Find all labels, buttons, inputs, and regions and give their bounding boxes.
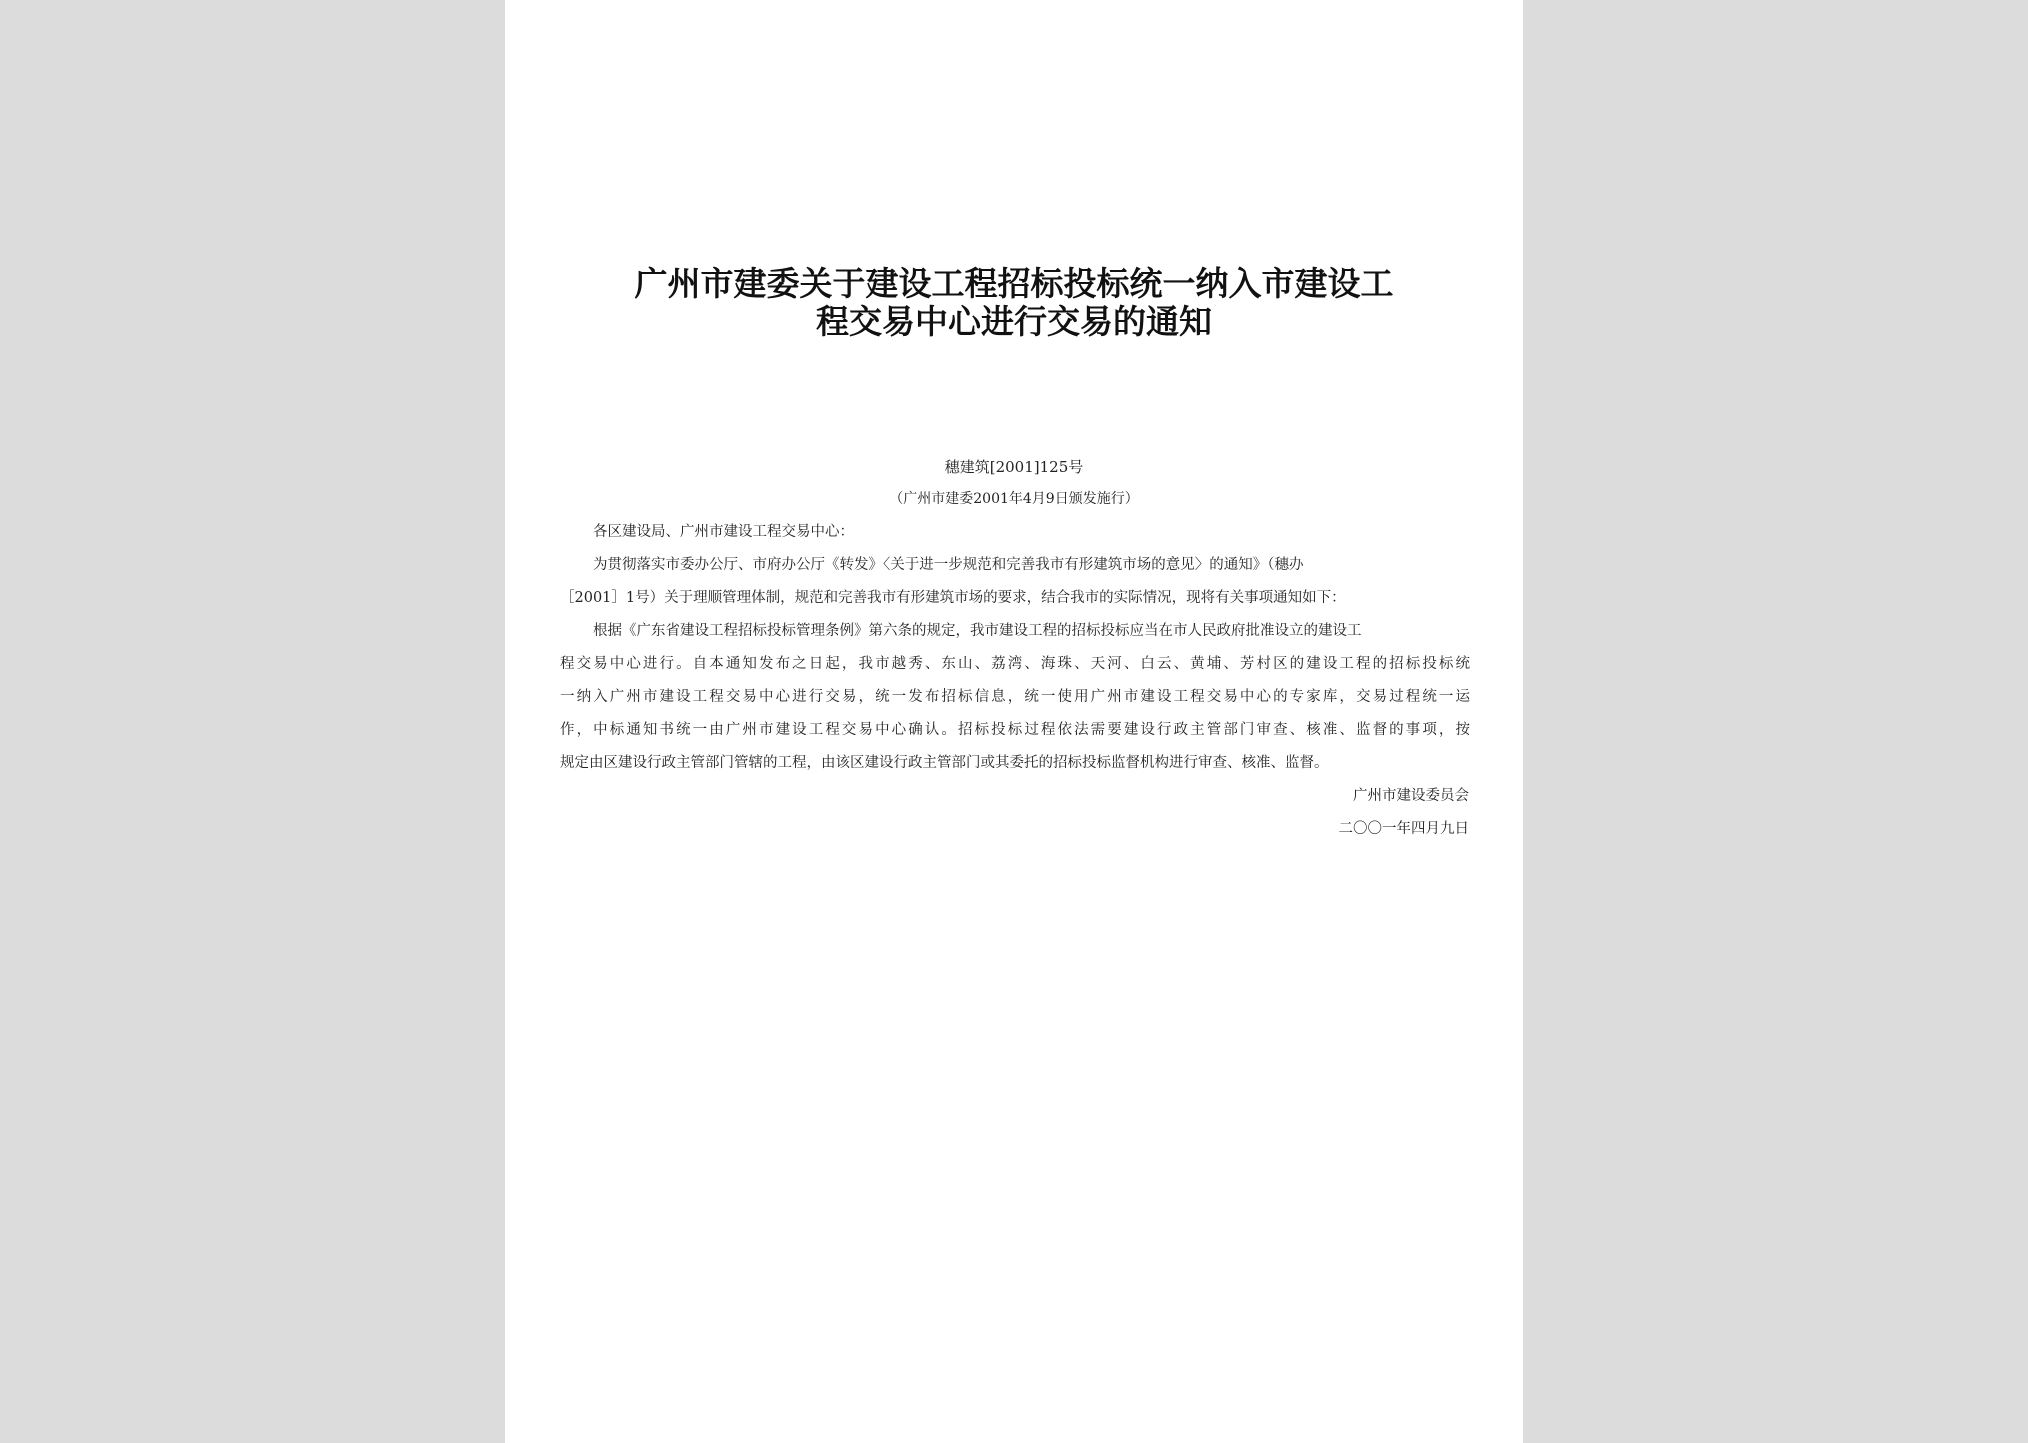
document-number: 穗建筑[2001]125号 (944, 458, 1084, 476)
signature-date: 二〇〇一年四月九日 (1338, 821, 1469, 837)
paragraph-2-line-1: 根据《广东省建设工程招标投标管理条例》第六条的规定，我市建设工程的招标投标应当在市人民政府批准设立的建设工 (593, 623, 1362, 639)
document-page (505, 0, 1523, 1443)
addressee: 各区建设局、广州市建设工程交易中心： (593, 524, 854, 540)
signatory: 广州市建设委员会 (1353, 788, 1469, 804)
paragraph-2-line-4: 作，中标通知书统一由广州市建设工程交易中心确认。招标投标过程依法需要建设行政主管部门审查、核准、监督的事项，按 (560, 722, 1470, 738)
document-title-line-1: 广州市建委关于建设工程招标投标统一纳入市建设工 (634, 264, 1394, 303)
issued-note: （广州市建委2001年4月9日颁发施行） (889, 491, 1139, 507)
paragraph-2-line-5: 规定由区建设行政主管部门管辖的工程，由该区建设行政主管部门或其委托的招标投标监督机构进行审查、核准、监督。 (560, 755, 1329, 771)
paragraph-1-line-2: ［2001］1号）关于理顺管理体制，规范和完善我市有形建筑市场的要求，结合我市的实际情况，现将有关事项通知如下： (560, 590, 1346, 606)
paragraph-2-line-2: 程交易中心进行。自本通知发布之日起，我市越秀、东山、荔湾、海珠、天河、白云、黄埔、芳村区的建设工程的招标投标统 (560, 656, 1470, 672)
paragraph-1-line-1: 为贯彻落实市委办公厅、市府办公厅《转发》〈关于进一步规范和完善我市有形建筑市场的意见〉的通知》（穗办 (593, 557, 1304, 573)
paragraph-2-line-3: 一纳入广州市建设工程交易中心进行交易，统一发布招标信息，统一使用广州市建设工程交易中心的专家库，交易过程统一运 (560, 689, 1470, 705)
document-title-line-2: 程交易中心进行交易的通知 (816, 302, 1212, 341)
